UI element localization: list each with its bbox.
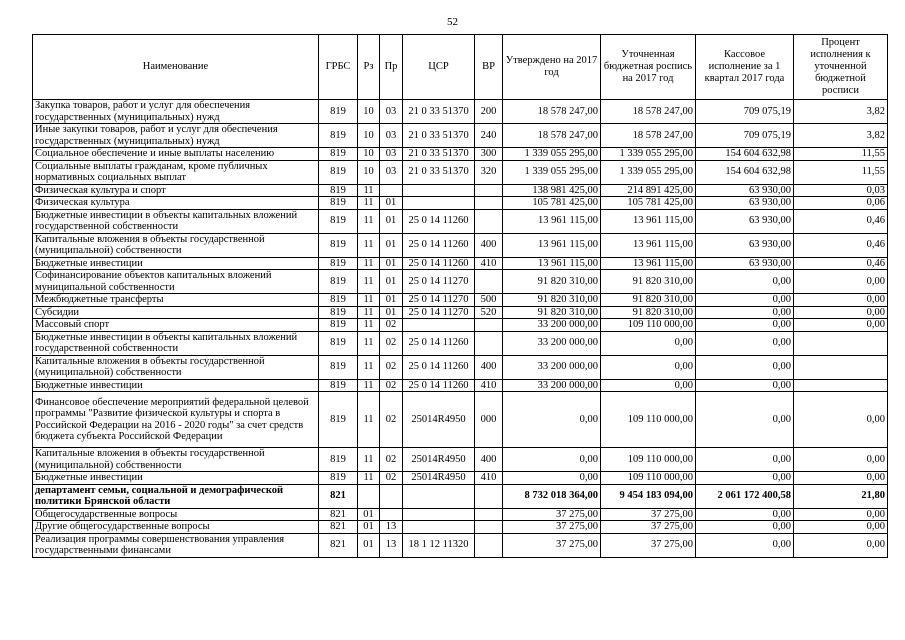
cell-grbs: 819 <box>319 148 358 161</box>
cell-refined: 0,00 <box>601 331 696 355</box>
cell-percent <box>794 355 888 379</box>
cell-grbs: 819 <box>319 100 358 124</box>
cell-percent: 3,82 <box>794 124 888 148</box>
cell-percent: 0,46 <box>794 257 888 270</box>
cell-rz: 10 <box>358 124 380 148</box>
cell-pr: 02 <box>380 331 403 355</box>
table-row <box>33 472 888 485</box>
cell-csr: 25 0 14 11270 <box>403 306 475 319</box>
cell-name: Софинансирование объектов капитальных вложений муниципальной собственности <box>33 270 319 294</box>
cell-pr: 01 <box>380 294 403 307</box>
cell-approved: 37 275,00 <box>503 533 601 557</box>
cell-refined: 37 275,00 <box>601 533 696 557</box>
table-row <box>33 508 888 521</box>
cell-name: Бюджетные инвестиции в объекты капитальных вложений государственной собственности <box>33 209 319 233</box>
cell-rz: 11 <box>358 392 380 448</box>
cell-grbs: 819 <box>319 160 358 184</box>
cell-vr: 400 <box>475 355 503 379</box>
cell-cash: 63 930,00 <box>696 257 794 270</box>
cell-grbs: 819 <box>319 184 358 197</box>
cell-grbs: 819 <box>319 448 358 472</box>
cell-refined: 91 820 310,00 <box>601 306 696 319</box>
cell-approved: 91 820 310,00 <box>503 306 601 319</box>
cell-name: Капитальные вложения в объекты государственной (муниципальной) собственности <box>33 448 319 472</box>
cell-vr <box>475 209 503 233</box>
cell-approved: 33 200 000,00 <box>503 379 601 392</box>
cell-csr: 21 0 33 51370 <box>403 124 475 148</box>
cell-name: Другие общегосударственные вопросы <box>33 521 319 534</box>
cell-percent: 0,00 <box>794 392 888 448</box>
cell-refined: 13 961 115,00 <box>601 257 696 270</box>
cell-percent: 0,00 <box>794 508 888 521</box>
header-rz: Рз <box>358 35 380 100</box>
header-refined: Уточненная бюджетная роспись на 2017 год <box>601 35 696 100</box>
cell-refined: 13 961 115,00 <box>601 209 696 233</box>
cell-name: Общегосударственные вопросы <box>33 508 319 521</box>
cell-rz: 01 <box>358 508 380 521</box>
cell-refined: 37 275,00 <box>601 521 696 534</box>
cell-vr <box>475 184 503 197</box>
cell-percent: 0,00 <box>794 521 888 534</box>
cell-vr: 320 <box>475 160 503 184</box>
cell-percent: 0,00 <box>794 448 888 472</box>
cell-rz: 11 <box>358 233 380 257</box>
table-header-row <box>33 35 888 100</box>
cell-cash: 0,00 <box>696 508 794 521</box>
cell-cash: 0,00 <box>696 319 794 332</box>
cell-cash: 63 930,00 <box>696 184 794 197</box>
cell-percent: 21,80 <box>794 484 888 508</box>
cell-percent: 0,00 <box>794 306 888 319</box>
cell-cash: 709 075,19 <box>696 100 794 124</box>
cell-refined: 214 891 425,00 <box>601 184 696 197</box>
cell-percent: 0,06 <box>794 197 888 210</box>
cell-percent: 0,00 <box>794 533 888 557</box>
cell-cash: 0,00 <box>696 472 794 485</box>
cell-refined: 18 578 247,00 <box>601 124 696 148</box>
cell-grbs: 819 <box>319 331 358 355</box>
cell-pr: 03 <box>380 148 403 161</box>
cell-refined: 9 454 183 094,00 <box>601 484 696 508</box>
cell-grbs: 819 <box>319 472 358 485</box>
cell-pr <box>380 508 403 521</box>
page-number: 52 <box>447 16 458 28</box>
table-row <box>33 379 888 392</box>
cell-name: Бюджетные инвестиции в объекты капитальных вложений государственной собственности <box>33 331 319 355</box>
cell-cash: 63 930,00 <box>696 233 794 257</box>
cell-refined: 109 110 000,00 <box>601 472 696 485</box>
cell-cash: 154 604 632,98 <box>696 148 794 161</box>
cell-approved: 33 200 000,00 <box>503 331 601 355</box>
header-pr: Пр <box>380 35 403 100</box>
table-row <box>33 270 888 294</box>
cell-vr <box>475 270 503 294</box>
cell-rz: 11 <box>358 270 380 294</box>
cell-csr <box>403 197 475 210</box>
header-grbs: ГРБС <box>319 35 358 100</box>
cell-rz: 11 <box>358 472 380 485</box>
cell-refined: 1 339 055 295,00 <box>601 148 696 161</box>
cell-refined: 109 110 000,00 <box>601 448 696 472</box>
cell-name: Социальные выплаты гражданам, кроме публичных нормативных социальных выплат <box>33 160 319 184</box>
cell-refined: 91 820 310,00 <box>601 270 696 294</box>
table-row <box>33 124 888 148</box>
table-row <box>33 448 888 472</box>
cell-vr <box>475 508 503 521</box>
cell-refined: 109 110 000,00 <box>601 319 696 332</box>
cell-rz: 10 <box>358 100 380 124</box>
table-row <box>33 306 888 319</box>
cell-cash: 0,00 <box>696 270 794 294</box>
cell-cash: 0,00 <box>696 392 794 448</box>
header-cash: Кассовое исполнение за 1 квартал 2017 года <box>696 35 794 100</box>
budget-table <box>32 34 888 558</box>
cell-name: Физическая культура <box>33 197 319 210</box>
cell-csr: 21 0 33 51370 <box>403 100 475 124</box>
cell-grbs: 819 <box>319 209 358 233</box>
cell-refined: 0,00 <box>601 379 696 392</box>
cell-csr: 25 0 14 11260 <box>403 355 475 379</box>
cell-vr <box>475 197 503 210</box>
cell-name: Массовый спорт <box>33 319 319 332</box>
cell-approved: 33 200 000,00 <box>503 355 601 379</box>
cell-cash: 0,00 <box>696 448 794 472</box>
cell-rz: 11 <box>358 319 380 332</box>
cell-grbs: 819 <box>319 306 358 319</box>
cell-pr: 01 <box>380 257 403 270</box>
cell-csr <box>403 184 475 197</box>
cell-cash: 0,00 <box>696 306 794 319</box>
cell-pr: 13 <box>380 533 403 557</box>
table-row <box>33 392 888 448</box>
cell-cash: 0,00 <box>696 533 794 557</box>
table-row <box>33 533 888 557</box>
table-row <box>33 257 888 270</box>
cell-approved: 1 339 055 295,00 <box>503 160 601 184</box>
cell-csr <box>403 484 475 508</box>
cell-approved: 13 961 115,00 <box>503 257 601 270</box>
cell-approved: 8 732 018 364,00 <box>503 484 601 508</box>
table-body <box>33 100 888 558</box>
cell-approved: 18 578 247,00 <box>503 124 601 148</box>
cell-pr: 02 <box>380 319 403 332</box>
cell-vr <box>475 533 503 557</box>
cell-percent: 0,00 <box>794 472 888 485</box>
cell-csr: 25 0 14 11260 <box>403 331 475 355</box>
cell-percent: 0,00 <box>794 294 888 307</box>
cell-csr: 25 0 14 11270 <box>403 270 475 294</box>
cell-percent: 11,55 <box>794 148 888 161</box>
cell-cash: 0,00 <box>696 355 794 379</box>
cell-approved: 138 981 425,00 <box>503 184 601 197</box>
cell-csr: 25014R4950 <box>403 448 475 472</box>
cell-rz: 11 <box>358 257 380 270</box>
cell-grbs: 819 <box>319 379 358 392</box>
cell-vr: 200 <box>475 100 503 124</box>
cell-rz: 11 <box>358 331 380 355</box>
cell-approved: 13 961 115,00 <box>503 233 601 257</box>
cell-rz: 11 <box>358 448 380 472</box>
cell-grbs: 819 <box>319 392 358 448</box>
cell-percent: 0,00 <box>794 319 888 332</box>
cell-vr <box>475 331 503 355</box>
cell-grbs: 821 <box>319 521 358 534</box>
cell-grbs: 819 <box>319 294 358 307</box>
cell-rz: 11 <box>358 294 380 307</box>
cell-grbs: 821 <box>319 533 358 557</box>
cell-percent: 0,03 <box>794 184 888 197</box>
cell-csr: 25 0 14 11260 <box>403 209 475 233</box>
cell-cash: 63 930,00 <box>696 197 794 210</box>
cell-name: Капитальные вложения в объекты государственной (муниципальной) собственности <box>33 355 319 379</box>
cell-csr: 25014R4950 <box>403 392 475 448</box>
cell-rz: 11 <box>358 306 380 319</box>
header-name: Наименование <box>33 35 319 100</box>
cell-percent <box>794 331 888 355</box>
cell-rz <box>358 484 380 508</box>
cell-refined: 13 961 115,00 <box>601 233 696 257</box>
cell-cash: 0,00 <box>696 521 794 534</box>
cell-refined: 109 110 000,00 <box>601 392 696 448</box>
cell-pr: 13 <box>380 521 403 534</box>
cell-vr <box>475 521 503 534</box>
cell-csr <box>403 508 475 521</box>
cell-pr: 02 <box>380 448 403 472</box>
cell-pr: 02 <box>380 472 403 485</box>
cell-vr: 520 <box>475 306 503 319</box>
cell-cash: 0,00 <box>696 331 794 355</box>
cell-grbs: 819 <box>319 233 358 257</box>
cell-csr: 25014R4950 <box>403 472 475 485</box>
cell-refined: 18 578 247,00 <box>601 100 696 124</box>
cell-vr: 410 <box>475 379 503 392</box>
cell-rz: 01 <box>358 521 380 534</box>
cell-refined: 105 781 425,00 <box>601 197 696 210</box>
cell-rz: 10 <box>358 160 380 184</box>
cell-csr: 25 0 14 11270 <box>403 294 475 307</box>
cell-percent <box>794 379 888 392</box>
table-row <box>33 209 888 233</box>
cell-name: Иные закупки товаров, работ и услуг для обеспечения государственных (муниципальных) нужд <box>33 124 319 148</box>
cell-name: Капитальные вложения в объекты государственной (муниципальной) собственности <box>33 233 319 257</box>
cell-name: Бюджетные инвестиции <box>33 257 319 270</box>
table-row <box>33 294 888 307</box>
cell-vr: 410 <box>475 257 503 270</box>
table-row <box>33 319 888 332</box>
cell-rz: 11 <box>358 379 380 392</box>
cell-vr: 500 <box>475 294 503 307</box>
cell-percent: 3,82 <box>794 100 888 124</box>
cell-csr <box>403 521 475 534</box>
cell-refined: 91 820 310,00 <box>601 294 696 307</box>
cell-name: Межбюджетные трансферты <box>33 294 319 307</box>
cell-vr: 240 <box>475 124 503 148</box>
cell-rz: 11 <box>358 209 380 233</box>
table-row <box>33 484 888 508</box>
cell-rz: 11 <box>358 197 380 210</box>
cell-refined: 1 339 055 295,00 <box>601 160 696 184</box>
cell-pr: 03 <box>380 124 403 148</box>
cell-csr: 25 0 14 11260 <box>403 257 475 270</box>
cell-percent: 0,46 <box>794 209 888 233</box>
cell-csr: 21 0 33 51370 <box>403 148 475 161</box>
cell-rz: 11 <box>358 184 380 197</box>
cell-name: Бюджетные инвестиции <box>33 379 319 392</box>
cell-pr: 03 <box>380 160 403 184</box>
cell-percent: 11,55 <box>794 160 888 184</box>
cell-approved: 13 961 115,00 <box>503 209 601 233</box>
header-csr: ЦСР <box>403 35 475 100</box>
cell-approved: 37 275,00 <box>503 521 601 534</box>
cell-grbs: 821 <box>319 508 358 521</box>
cell-csr: 21 0 33 51370 <box>403 160 475 184</box>
header-approved: Утверждено на 2017 год <box>503 35 601 100</box>
cell-csr: 18 1 12 11320 <box>403 533 475 557</box>
cell-grbs: 819 <box>319 124 358 148</box>
cell-cash: 154 604 632,98 <box>696 160 794 184</box>
cell-cash: 0,00 <box>696 294 794 307</box>
cell-pr: 01 <box>380 233 403 257</box>
cell-csr: 25 0 14 11260 <box>403 379 475 392</box>
cell-cash: 0,00 <box>696 379 794 392</box>
cell-approved: 33 200 000,00 <box>503 319 601 332</box>
cell-grbs: 819 <box>319 355 358 379</box>
table-row <box>33 184 888 197</box>
table-row <box>33 331 888 355</box>
cell-approved: 0,00 <box>503 448 601 472</box>
cell-approved: 105 781 425,00 <box>503 197 601 210</box>
cell-rz: 10 <box>358 148 380 161</box>
cell-pr <box>380 184 403 197</box>
cell-vr: 410 <box>475 472 503 485</box>
cell-approved: 91 820 310,00 <box>503 294 601 307</box>
cell-vr: 400 <box>475 448 503 472</box>
cell-csr: 25 0 14 11260 <box>403 233 475 257</box>
table-row <box>33 100 888 124</box>
header-vr: ВР <box>475 35 503 100</box>
cell-approved: 0,00 <box>503 472 601 485</box>
cell-pr: 02 <box>380 355 403 379</box>
table-row <box>33 233 888 257</box>
cell-approved: 91 820 310,00 <box>503 270 601 294</box>
cell-pr: 03 <box>380 100 403 124</box>
header-percent: Процент исполнения к уточненной бюджетной росписи <box>794 35 888 100</box>
cell-pr: 01 <box>380 306 403 319</box>
cell-percent: 0,46 <box>794 233 888 257</box>
cell-name: Субсидии <box>33 306 319 319</box>
cell-csr <box>403 319 475 332</box>
cell-grbs: 819 <box>319 197 358 210</box>
table-row <box>33 160 888 184</box>
cell-grbs: 819 <box>319 257 358 270</box>
cell-refined: 0,00 <box>601 355 696 379</box>
cell-pr: 01 <box>380 270 403 294</box>
cell-rz: 01 <box>358 533 380 557</box>
cell-name: Закупка товаров, работ и услуг для обеспечения государственных (муниципальных) нужд <box>33 100 319 124</box>
table-row <box>33 355 888 379</box>
cell-name: Финансовое обеспечение мероприятий федеральной целевой программы "Развитие физической культуры и спорта в Российской Федерации на 2016 - 2020 годы" за счет средств бюджета субъекта Российской Федерации <box>33 392 319 448</box>
cell-pr <box>380 484 403 508</box>
table-row <box>33 148 888 161</box>
cell-name: департамент семьи, социальной и демографической политики Брянской области <box>33 484 319 508</box>
cell-rz: 11 <box>358 355 380 379</box>
cell-vr <box>475 319 503 332</box>
cell-vr: 000 <box>475 392 503 448</box>
cell-name: Физическая культура и спорт <box>33 184 319 197</box>
cell-pr: 02 <box>380 379 403 392</box>
cell-grbs: 819 <box>319 270 358 294</box>
cell-pr: 02 <box>380 392 403 448</box>
cell-refined: 37 275,00 <box>601 508 696 521</box>
cell-approved: 18 578 247,00 <box>503 100 601 124</box>
cell-cash: 63 930,00 <box>696 209 794 233</box>
cell-vr: 300 <box>475 148 503 161</box>
cell-grbs: 819 <box>319 319 358 332</box>
cell-pr: 01 <box>380 197 403 210</box>
cell-approved: 0,00 <box>503 392 601 448</box>
cell-pr: 01 <box>380 209 403 233</box>
cell-approved: 1 339 055 295,00 <box>503 148 601 161</box>
cell-vr <box>475 484 503 508</box>
table-row <box>33 521 888 534</box>
cell-grbs: 821 <box>319 484 358 508</box>
cell-cash: 709 075,19 <box>696 124 794 148</box>
cell-name: Социальное обеспечение и иные выплаты населению <box>33 148 319 161</box>
cell-cash: 2 061 172 400,58 <box>696 484 794 508</box>
table-row <box>33 197 888 210</box>
cell-name: Реализация программы совершенствования управления государственными финансами <box>33 533 319 557</box>
cell-percent: 0,00 <box>794 270 888 294</box>
cell-name: Бюджетные инвестиции <box>33 472 319 485</box>
cell-approved: 37 275,00 <box>503 508 601 521</box>
cell-vr: 400 <box>475 233 503 257</box>
